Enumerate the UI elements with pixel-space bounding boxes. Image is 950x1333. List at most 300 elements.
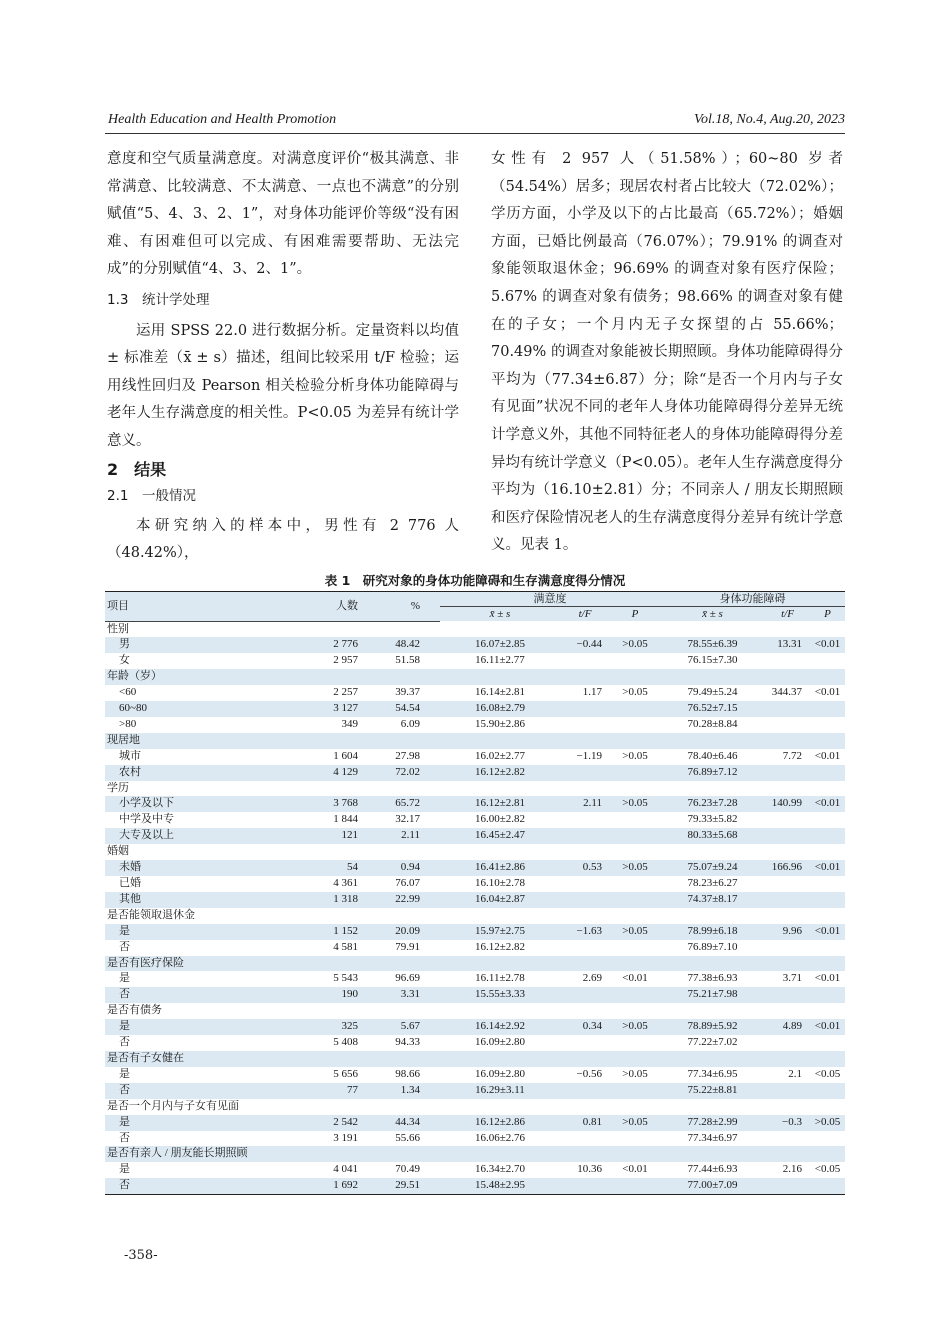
table-cell: 79.33±5.82 bbox=[687, 813, 738, 826]
table-row bbox=[105, 828, 845, 844]
table-cell bbox=[610, 1051, 660, 1067]
table-cell bbox=[765, 1051, 810, 1067]
table-cell bbox=[765, 940, 810, 956]
table-cell: 2 776 bbox=[333, 638, 358, 651]
table-cell bbox=[610, 653, 660, 669]
table-row bbox=[105, 749, 845, 765]
table-row bbox=[105, 1067, 845, 1083]
table-cell bbox=[765, 1146, 810, 1162]
table-row bbox=[105, 1003, 845, 1019]
table-cell bbox=[610, 669, 660, 685]
paragraph: 女性有 2 957 人（51.58%）；60~80 岁者（54.54%）居多；现居农村者占比较大（72.02%）；学历方面，小学及以下的占比最高（65.72%）；婚姻方面，已婚比例最高（76.07%）；79.91% 的调查对象能领取退休金；96.69% 的调查对象有医疗保险；5.67% 的调查对象有债务；98.66% 的调查对象有健在的子女；一个月内无子女探望的占 55.66%；70.49% 的调查对象能被长期照顾。身体功能障碍得分平均为（77.34±6.87）分；除“是否一个月内与子女有见面”状况不同的老年人身体功能障碍得分差异无统计学意义外，其他不同特征老人的身体功能障碍得分差异均有统计学意义（P<0.05）。老年人生存满意度得分平均为（16.10±2.81）分；不同亲人 / 朋友长期照顾和医疗保险情况老人的生存满意度得分差异有统计学意义。见表 1。 bbox=[491, 151, 843, 554]
table-cell bbox=[610, 908, 660, 924]
table-cell: <0.01 bbox=[814, 1020, 841, 1033]
table-cell: 16.45±2.47 bbox=[474, 829, 526, 842]
table-cell: 4.89 bbox=[782, 1020, 802, 1033]
table-cell: 3.71 bbox=[782, 972, 802, 985]
table-cell bbox=[765, 828, 810, 844]
table-cell: 29.51 bbox=[395, 1179, 420, 1192]
table-cell bbox=[610, 956, 660, 972]
table-cell: 16.06±2.76 bbox=[474, 1131, 526, 1144]
table-cell bbox=[765, 781, 810, 797]
table-cell: 2.1 bbox=[788, 1067, 802, 1080]
table-cell: 16.09±2.80 bbox=[474, 1036, 526, 1049]
table-cell bbox=[610, 765, 660, 781]
table-row bbox=[105, 956, 845, 972]
table-cell bbox=[810, 987, 845, 1003]
header-mean-sd: x̄ ± s bbox=[702, 608, 723, 620]
table-cell bbox=[810, 828, 845, 844]
table-cell bbox=[610, 987, 660, 1003]
table-cell: 0.94 bbox=[400, 861, 420, 874]
row-group-label: 婚姻 bbox=[107, 845, 129, 858]
header-p: P bbox=[631, 608, 639, 620]
table-cell bbox=[810, 908, 845, 924]
table-cell: 16.14±2.92 bbox=[474, 1020, 526, 1033]
table-cell: 76.07 bbox=[395, 877, 420, 889]
paragraph: 意度和空气质量满意度。对满意度评价“极其满意、非常满意、比较满意、不太满意、一点也不满意”的分别赋值“5、4、3、2、1”，对身体功能评价等级“没有困难、有困难但可以完成、有困难需要帮助、无法完成”的分别赋值“4、3、2、1”。 bbox=[107, 151, 459, 278]
table-cell: <0.01 bbox=[814, 638, 841, 651]
table-cell: 16.12±2.81 bbox=[474, 797, 526, 810]
table-cell: −1.19 bbox=[576, 749, 602, 762]
table-cell: 16.04±2.87 bbox=[474, 892, 526, 905]
table-cell: 166.96 bbox=[771, 861, 802, 874]
table-cell: 22.99 bbox=[395, 892, 420, 905]
table-cell bbox=[765, 812, 810, 828]
table-cell: 15.97±2.75 bbox=[474, 924, 526, 937]
table-cell bbox=[660, 669, 765, 685]
header-percent: % bbox=[360, 592, 440, 622]
table-cell: 0.34 bbox=[582, 1020, 602, 1033]
table-cell: >0.05 bbox=[622, 1020, 648, 1033]
table-cell bbox=[810, 876, 845, 892]
table-cell: 2.11 bbox=[401, 829, 420, 842]
row-label: 男 bbox=[119, 638, 130, 651]
table-cell: <0.01 bbox=[814, 861, 841, 874]
table-cell bbox=[440, 733, 560, 749]
table-cell: 78.55±6.39 bbox=[687, 638, 738, 651]
table-row bbox=[105, 701, 845, 717]
table-cell: −1.63 bbox=[576, 924, 602, 937]
table-cell bbox=[660, 1003, 765, 1019]
table-cell bbox=[560, 828, 610, 844]
table-cell bbox=[810, 653, 845, 669]
table-cell: 16.34±2.70 bbox=[474, 1163, 526, 1176]
table-cell: 77.00±7.09 bbox=[687, 1179, 738, 1192]
table-cell bbox=[360, 908, 440, 924]
table-cell: 16.29±3.11 bbox=[475, 1083, 525, 1096]
table-cell: 96.69 bbox=[395, 972, 420, 985]
row-label: 是 bbox=[119, 924, 130, 937]
table-cell bbox=[765, 1131, 810, 1147]
table-cell: 77.34±6.97 bbox=[687, 1131, 738, 1144]
table-row bbox=[105, 1083, 845, 1099]
table-cell: 77.22±7.02 bbox=[687, 1036, 738, 1049]
section-heading-2-1: 2.1 一般情况 bbox=[107, 488, 196, 505]
table-cell bbox=[560, 1083, 610, 1099]
table-cell: 10.36 bbox=[577, 1163, 602, 1176]
table-row bbox=[105, 924, 845, 940]
table-cell: 1 604 bbox=[333, 749, 358, 762]
table-cell: 16.12±2.82 bbox=[474, 940, 526, 953]
table-cell: 51.58 bbox=[395, 654, 420, 667]
table-cell: 3.31 bbox=[400, 988, 420, 1001]
row-label: 中学及中专 bbox=[119, 813, 174, 826]
table-cell bbox=[810, 1146, 845, 1162]
table-cell bbox=[360, 781, 440, 797]
table-cell bbox=[660, 733, 765, 749]
table-cell bbox=[560, 940, 610, 956]
table-cell bbox=[295, 1099, 360, 1115]
table-cell: 78.40±6.46 bbox=[687, 749, 738, 762]
table-row bbox=[105, 1115, 845, 1131]
table-cell bbox=[560, 1146, 610, 1162]
table-cell: 1 844 bbox=[333, 813, 358, 826]
table-cell: >0.05 bbox=[622, 1115, 648, 1128]
table-cell: 2.69 bbox=[582, 972, 602, 985]
table-cell bbox=[560, 987, 610, 1003]
table-cell: 74.37±8.17 bbox=[687, 892, 738, 905]
table-cell: 4 041 bbox=[333, 1163, 358, 1176]
table-cell bbox=[360, 1003, 440, 1019]
table-cell bbox=[560, 956, 610, 972]
table-cell: 5 543 bbox=[333, 972, 358, 985]
table-cell bbox=[610, 1035, 660, 1051]
table-cell: 2.16 bbox=[782, 1163, 802, 1176]
table-cell: 13.31 bbox=[777, 638, 802, 651]
table-row bbox=[105, 669, 845, 685]
table-cell: 76.52±7.15 bbox=[687, 702, 738, 715]
table-cell: 54 bbox=[347, 861, 358, 874]
row-label: 大专及以上 bbox=[119, 829, 174, 842]
table-cell bbox=[560, 892, 610, 908]
table-cell: 77.38±6.93 bbox=[687, 972, 738, 985]
table-cell bbox=[360, 621, 440, 637]
row-label: 否 bbox=[119, 1036, 130, 1049]
table-cell bbox=[440, 1099, 560, 1115]
table-cell bbox=[810, 781, 845, 797]
table-cell bbox=[810, 940, 845, 956]
table-cell bbox=[610, 844, 660, 860]
table-cell bbox=[765, 701, 810, 717]
table-cell: 16.02±2.77 bbox=[474, 749, 526, 762]
table-cell bbox=[295, 1051, 360, 1067]
table-row bbox=[105, 812, 845, 828]
table-cell: 9.96 bbox=[782, 924, 802, 937]
table-cell: 75.21±7.98 bbox=[687, 988, 738, 1001]
table-cell: 1.17 bbox=[582, 686, 602, 699]
table-cell: >0.05 bbox=[622, 924, 648, 937]
table-cell: 16.12±2.86 bbox=[474, 1115, 526, 1128]
table-cell: >0.05 bbox=[622, 749, 648, 762]
table-row bbox=[105, 765, 845, 781]
table-cell: 79.49±5.24 bbox=[687, 686, 738, 699]
table-cell: 72.02 bbox=[395, 765, 420, 778]
table-cell bbox=[810, 733, 845, 749]
row-group-label: 是否一个月内与子女有见面 bbox=[107, 1099, 239, 1112]
table-cell: 5.67 bbox=[400, 1020, 420, 1033]
header-item: 项目 bbox=[105, 592, 295, 622]
row-group-label: 现居地 bbox=[107, 733, 140, 746]
row-label: 否 bbox=[119, 940, 130, 953]
table-row bbox=[105, 1178, 845, 1194]
table-cell bbox=[765, 844, 810, 860]
table-cell bbox=[610, 876, 660, 892]
table-cell: 16.00±2.82 bbox=[474, 813, 526, 826]
table-cell bbox=[765, 733, 810, 749]
table-cell bbox=[810, 1083, 845, 1099]
table-cell bbox=[765, 1003, 810, 1019]
table-cell: 48.42 bbox=[395, 638, 420, 651]
table-cell: 121 bbox=[341, 829, 358, 842]
table-cell bbox=[440, 1146, 560, 1162]
header-p: P bbox=[824, 608, 831, 620]
table-cell bbox=[560, 765, 610, 781]
table-cell bbox=[440, 1003, 560, 1019]
table-cell bbox=[560, 1003, 610, 1019]
table-row bbox=[105, 781, 845, 797]
table-cell: 77 bbox=[347, 1083, 358, 1096]
table-body bbox=[105, 621, 845, 1195]
table-cell bbox=[560, 653, 610, 669]
table-cell bbox=[295, 669, 360, 685]
data-table bbox=[105, 591, 845, 1195]
row-group-label: 学历 bbox=[107, 781, 129, 794]
table-cell bbox=[610, 1178, 660, 1194]
table-cell bbox=[660, 844, 765, 860]
table-cell bbox=[440, 1051, 560, 1067]
table-cell: <0.01 bbox=[814, 924, 841, 937]
table-cell: −0.44 bbox=[576, 638, 602, 651]
table-cell: 1 318 bbox=[333, 892, 358, 905]
table-cell bbox=[765, 876, 810, 892]
table-cell bbox=[810, 717, 845, 733]
table-cell: 44.34 bbox=[395, 1115, 420, 1128]
table-cell: 16.07±2.85 bbox=[474, 638, 526, 651]
table-cell bbox=[810, 1099, 845, 1115]
table-row bbox=[105, 653, 845, 669]
table-cell: 78.89±5.92 bbox=[687, 1020, 738, 1033]
table-cell bbox=[610, 1099, 660, 1115]
table-cell: 77.44±6.93 bbox=[687, 1163, 738, 1176]
table-cell bbox=[810, 701, 845, 717]
table-cell bbox=[440, 781, 560, 797]
table-cell bbox=[360, 844, 440, 860]
table-cell: 76.89±7.10 bbox=[687, 940, 738, 953]
table-cell: 190 bbox=[341, 988, 358, 1001]
row-label: 否 bbox=[119, 1083, 130, 1096]
table-cell: >0.05 bbox=[622, 686, 648, 699]
table-cell bbox=[660, 956, 765, 972]
table-cell bbox=[765, 1035, 810, 1051]
issue-info: Vol.18, No.4, Aug.20, 2023 bbox=[693, 112, 845, 127]
table-cell: 54.54 bbox=[395, 702, 420, 715]
table-cell bbox=[610, 828, 660, 844]
table-cell: 70.49 bbox=[395, 1163, 420, 1176]
table-cell: 80.33±5.68 bbox=[687, 829, 738, 842]
table-cell bbox=[765, 717, 810, 733]
row-label: 是 bbox=[119, 972, 130, 985]
table-cell bbox=[810, 892, 845, 908]
table-cell bbox=[360, 1146, 440, 1162]
table-cell bbox=[610, 701, 660, 717]
table-cell: 78.23±6.27 bbox=[687, 877, 738, 889]
table-cell: 16.12±2.82 bbox=[474, 765, 526, 778]
row-label: 农村 bbox=[119, 765, 141, 778]
table-cell bbox=[360, 733, 440, 749]
table-row bbox=[105, 940, 845, 956]
row-label: 小学及以下 bbox=[119, 797, 174, 810]
table-cell: −0.56 bbox=[576, 1067, 602, 1080]
table-cell: 15.55±3.33 bbox=[474, 988, 526, 1001]
row-label: 否 bbox=[119, 1179, 130, 1192]
table-row bbox=[105, 860, 845, 876]
table-cell: 2 542 bbox=[333, 1115, 358, 1128]
table-cell bbox=[560, 1051, 610, 1067]
table-cell bbox=[610, 1083, 660, 1099]
row-group-label: 是否有亲人 / 朋友能长期照顾 bbox=[107, 1147, 248, 1160]
header-mean-sd: x̄ ± s bbox=[489, 608, 511, 620]
row-label: 否 bbox=[119, 1131, 130, 1144]
table-cell bbox=[295, 733, 360, 749]
table-cell: <0.01 bbox=[622, 1163, 648, 1176]
table-row bbox=[105, 971, 845, 987]
table-cell bbox=[660, 1051, 765, 1067]
table-row bbox=[105, 1131, 845, 1147]
row-group-label: 性别 bbox=[107, 622, 129, 635]
table-row bbox=[105, 1162, 845, 1178]
table-cell bbox=[295, 1146, 360, 1162]
table-cell bbox=[295, 844, 360, 860]
table-cell: 2.11 bbox=[583, 797, 602, 810]
table-cell bbox=[360, 1051, 440, 1067]
table-cell bbox=[560, 669, 610, 685]
table-cell: 5 408 bbox=[333, 1036, 358, 1049]
table-cell: 70.28±8.84 bbox=[687, 717, 738, 730]
table-cell bbox=[360, 669, 440, 685]
table-cell: >0.05 bbox=[622, 797, 648, 810]
table-cell: 3 127 bbox=[333, 702, 358, 715]
table-cell: 3 191 bbox=[333, 1131, 358, 1144]
table-cell bbox=[560, 717, 610, 733]
table-row bbox=[105, 1035, 845, 1051]
table-cell: 4 361 bbox=[333, 877, 358, 889]
table-cell bbox=[360, 956, 440, 972]
table-cell bbox=[810, 1178, 845, 1194]
table-row bbox=[105, 733, 845, 749]
table-cell: 4 129 bbox=[333, 765, 358, 778]
table-cell bbox=[610, 781, 660, 797]
table-cell bbox=[295, 956, 360, 972]
table-cell bbox=[560, 1131, 610, 1147]
table-cell bbox=[810, 1035, 845, 1051]
header-count: 人数 bbox=[295, 592, 360, 622]
table-cell: 349 bbox=[341, 717, 358, 730]
table-cell bbox=[660, 908, 765, 924]
table-cell: <0.01 bbox=[622, 972, 648, 985]
table-cell: 75.07±9.24 bbox=[687, 861, 738, 874]
table-cell: 15.48±2.95 bbox=[474, 1179, 526, 1192]
table-row bbox=[105, 908, 845, 924]
table-cell: >0.05 bbox=[622, 861, 648, 874]
table-cell bbox=[610, 812, 660, 828]
section-heading-2: 2 结果 bbox=[107, 459, 167, 479]
table-cell: 15.90±2.86 bbox=[474, 717, 526, 730]
row-label: 已婚 bbox=[119, 877, 141, 889]
row-label: 60~80 bbox=[119, 702, 147, 715]
table-row bbox=[105, 621, 845, 637]
table-cell: −0.3 bbox=[782, 1115, 802, 1128]
table-cell: 16.41±2.86 bbox=[474, 861, 526, 874]
table-cell bbox=[360, 1099, 440, 1115]
table-cell: <0.01 bbox=[814, 686, 841, 699]
table-cell bbox=[810, 669, 845, 685]
table-row bbox=[105, 844, 845, 860]
table-cell: 0.81 bbox=[582, 1115, 602, 1128]
table-cell bbox=[810, 1131, 845, 1147]
table-cell bbox=[560, 1178, 610, 1194]
table-row bbox=[105, 987, 845, 1003]
table-cell bbox=[810, 765, 845, 781]
table-cell bbox=[660, 621, 765, 637]
row-label: <60 bbox=[119, 686, 137, 699]
table-cell: >0.05 bbox=[622, 638, 648, 651]
row-label: 是 bbox=[119, 1163, 130, 1176]
header-satisfaction: 满意度 bbox=[440, 592, 660, 607]
table-cell: 16.14±2.81 bbox=[474, 686, 526, 699]
table-cell bbox=[810, 844, 845, 860]
table-row bbox=[105, 637, 845, 653]
row-group-label: 是否有子女健在 bbox=[107, 1051, 184, 1064]
table-cell bbox=[765, 1099, 810, 1115]
row-group-label: 年龄（岁） bbox=[107, 670, 162, 683]
table-cell bbox=[765, 621, 810, 637]
page-number: -358- bbox=[124, 1248, 158, 1263]
table-cell bbox=[610, 892, 660, 908]
table-cell: 55.66 bbox=[395, 1131, 420, 1144]
table-cell bbox=[610, 940, 660, 956]
table-row bbox=[105, 1019, 845, 1035]
table-cell: 75.22±8.81 bbox=[687, 1083, 738, 1096]
table-cell bbox=[610, 717, 660, 733]
table-row bbox=[105, 796, 845, 812]
table-cell: 65.72 bbox=[395, 797, 420, 810]
table-cell bbox=[440, 844, 560, 860]
table-cell bbox=[610, 1003, 660, 1019]
table-cell bbox=[560, 1035, 610, 1051]
header-tf: t/F bbox=[578, 608, 592, 620]
table-cell: 16.09±2.80 bbox=[474, 1067, 526, 1080]
table-cell bbox=[560, 1099, 610, 1115]
table-cell bbox=[810, 812, 845, 828]
table-cell: 16.10±2.78 bbox=[474, 877, 526, 889]
table-cell: 39.37 bbox=[395, 686, 420, 699]
table-cell: 140.99 bbox=[771, 797, 802, 810]
table-cell bbox=[765, 956, 810, 972]
table-cell bbox=[560, 876, 610, 892]
table-cell: 6.09 bbox=[400, 717, 420, 730]
table-cell: 1.34 bbox=[400, 1083, 420, 1096]
table-cell bbox=[295, 621, 360, 637]
table-cell bbox=[560, 701, 610, 717]
table-cell bbox=[440, 669, 560, 685]
row-label: 是 bbox=[119, 1067, 130, 1080]
table-cell: 2 957 bbox=[333, 654, 358, 667]
row-group-label: 是否有债务 bbox=[107, 1004, 162, 1017]
table-cell: 1 152 bbox=[333, 924, 358, 937]
table-cell bbox=[610, 733, 660, 749]
table-cell: 20.09 bbox=[395, 924, 420, 937]
